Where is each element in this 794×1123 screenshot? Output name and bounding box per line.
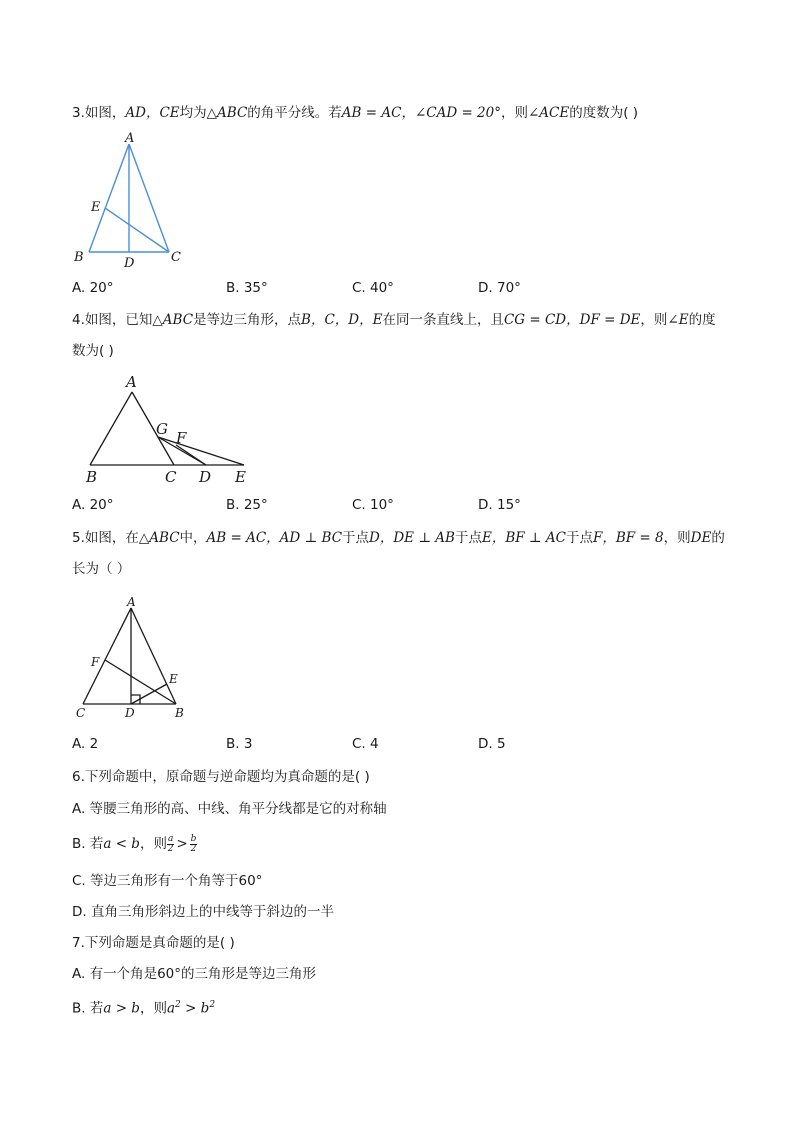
q5-label-b: B <box>175 706 184 720</box>
q4-stem-line2: 数为( ) <box>72 343 114 359</box>
q3-option-a[interactable]: A. 20° <box>72 280 114 296</box>
q6-fraction-a: $\frac{a}{2}$ <box>167 833 174 854</box>
q3-side-ab <box>89 144 129 252</box>
q5-option-a[interactable]: A. 2 <box>72 736 99 752</box>
q7-stem: 7.下列命题是真命题的是( ) <box>72 935 235 951</box>
q5-option-b[interactable]: B. 3 <box>226 736 253 752</box>
q5-figure <box>72 594 192 722</box>
q4-label-g: G <box>156 420 168 438</box>
q6-option-c[interactable]: C. 等边三角形有一个角等于60° <box>72 873 263 889</box>
q4-options <box>72 497 552 517</box>
q6-option-a[interactable]: A. 等腰三角形的高、中线、角平分线都是它的对称轴 <box>72 801 387 817</box>
q5-option-c[interactable]: C. 4 <box>352 736 379 752</box>
q3-label-a: A <box>125 131 135 146</box>
q3-side-ac <box>129 144 169 252</box>
q5-option-d[interactable]: D. 5 <box>478 736 506 752</box>
q5-label-f: F <box>91 655 100 669</box>
q5-stem-line2: 长为（ ） <box>72 561 131 577</box>
q4-option-b[interactable]: B. 25° <box>226 497 268 513</box>
q3-label-d: D <box>124 256 135 270</box>
q4-side-ab <box>90 392 132 465</box>
q4-label-c: C <box>165 468 177 486</box>
q6-fraction-b: $\frac{b}{2}$ <box>190 833 197 854</box>
q5-label-a: A <box>127 595 136 609</box>
q6-stem: 6.下列命题中，原命题与逆命题均为真命题的是( ) <box>72 769 370 785</box>
q3-options <box>72 280 552 300</box>
q5-options <box>72 736 552 756</box>
q6-option-d[interactable]: D. 直角三角形斜边上的中线等于斜边的一半 <box>72 904 334 920</box>
q3-label-c: C <box>171 250 181 265</box>
q4-label-e: E <box>235 468 246 486</box>
q4-option-d[interactable]: D. 15° <box>478 497 521 513</box>
q7-option-b[interactable]: B. 若a > b，则$a^2 > b^2$ <box>72 1000 216 1017</box>
q6-option-b[interactable]: B. 若a < b，则 $\frac{a}{2}$ > $\frac{b}{2}$ <box>72 833 197 854</box>
q4-label-d: D <box>199 468 212 486</box>
q3-option-d[interactable]: D. 70° <box>478 280 521 296</box>
q4-stem-line1: 4.如图，已知△ABC是等边三角形，点B，C，D，E在同一条直线上，且CG = CD，DF = DE，则∠E的度 <box>72 312 716 328</box>
q4-label-a: A <box>126 373 137 391</box>
q3-figure <box>70 130 190 270</box>
q4-label-f: F <box>176 429 187 447</box>
q3-option-c[interactable]: C. 40° <box>352 280 394 296</box>
q4-option-a[interactable]: A. 20° <box>72 497 114 513</box>
q3-stem: 3.如图，AD，CE均为△ABC的角平分线。若AB = AC，∠CAD = 20°，则∠ACE的度数为( ) <box>72 105 639 121</box>
q4-figure <box>80 370 260 490</box>
q5-label-d: D <box>125 706 135 720</box>
q5-label-c: C <box>76 706 86 720</box>
q3-label-b: B <box>74 250 84 265</box>
q3-option-b[interactable]: B. 35° <box>226 280 268 296</box>
q5-stem-line1: 5.如图，在△ABC中，AB = AC，AD ⊥ BC于点D，DE ⊥ AB于点E，BF ⊥ AC于点F，BF = 8，则DE的 <box>72 530 725 546</box>
q4-option-c[interactable]: C. 10° <box>352 497 394 513</box>
q7-option-a[interactable]: A. 有一个角是60°的三角形是等边三角形 <box>72 966 317 982</box>
q3-label-e: E <box>91 200 101 215</box>
q5-label-e: E <box>169 672 178 686</box>
q4-label-b: B <box>86 468 98 486</box>
q3-segment-ce <box>105 208 169 252</box>
